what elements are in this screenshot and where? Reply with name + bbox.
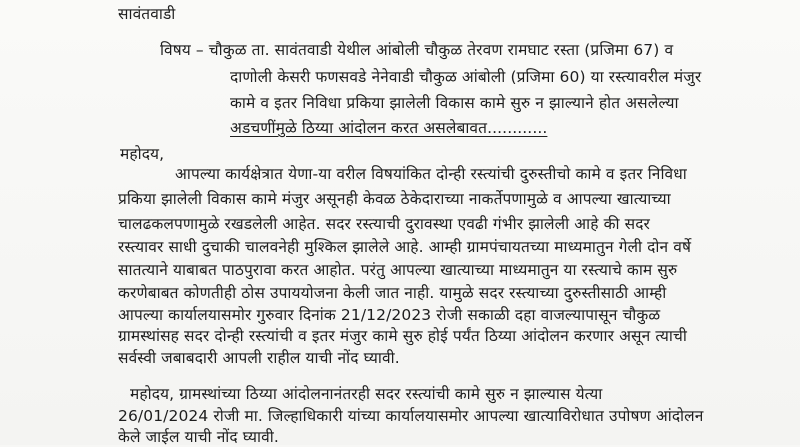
para1-line-8: ग्रामस्थांसह सदर दोन्ही रस्त्यांची व इतर मंजुर कामे सुरु होई पर्यंत ठिय्या आंदोलन करणार असून त्याची [118, 327, 687, 345]
para2-line-2: 26/01/2024 रोजी मा. जिल्हाधिकारी यांच्या कार्यालयासमोर आपल्या खात्याविरोधात उपोषण आंदोलन [118, 407, 704, 425]
place-heading: सावंतवाडी [118, 5, 176, 23]
para1-line-9: सर्वस्वी जबाबदारी आपली राहील याची नोंद घ्यावी. [118, 349, 400, 367]
subject-line-2: दाणोली केसरी फणसवडे नेनेवाडी चौकुळ आंबोली (प्रजिमा 60) या रस्त्यावरील मंजुर [230, 68, 702, 86]
para1-line-4: रस्त्यावर साधी दुचाकी चालवनेही मुश्किल झालेले आहे. आम्ही ग्रामपंचायतच्या माध्यमातुन गेली दोन वर्षे [118, 238, 692, 256]
subject-line-1: विषय – चौकुळ ता. सावंतवाडी येथील आंबोली चौकुळ तेरवण रामघाट रस्ता (प्रजिमा 67) व [160, 41, 674, 59]
para1-line-6: करणेबाबत कोणतीही ठोस उपाययोजना केली जात नाही. यामुळे सदर रस्त्याच्या दुरुस्तीसाठी आम्ही [118, 284, 667, 302]
para1-line-3: चालढकलपणामुळे रखडलेली आहेत. सदर रस्त्याची दुरावस्था एवढी गंभीर झालेली आहे की सदर [118, 215, 650, 233]
para1-line-5: सातत्याने याबाबत पाठपुरावा करत आहोत. परंतु आपल्या खात्याच्या माध्यमातुन या रस्त्याचे काम सुरु [118, 261, 678, 279]
subject-line-3: कामे व इतर निविधा प्रकिया झालेली विकास कामे सुरु न झाल्याने होत असलेल्या [230, 94, 679, 112]
para1-line-2: प्रकिया झालेली विकास कामे मंजुर असूनही केवळ ठेकेदाराच्या नाकर्तेपणामुळे व आपल्या खात्याच्या [118, 190, 671, 208]
subject-line-4: अडचणींमुळे ठिय्या आंदोलन करत असलेबावत............ [230, 119, 548, 137]
para1-line-7: आपल्या कार्यालयासमोर गुरुवार दिनांक 21/12/2023 रोजी सकाळी दहा वाजल्यापासून चौकुळ [118, 306, 661, 324]
para1-line-1: आपल्या कार्यक्षेत्रात येणा-या वरील विषयांकित दोन्ही रस्त्यांची दुरुस्तीचो कामे व इतर निविधा [175, 165, 687, 183]
para2-line-1: महोदय, ग्रामस्थांच्या ठिय्या आंदोलनानंतरही सदर रस्त्यांची कामे सुरु न झाल्यास येत्या [130, 385, 603, 403]
para2-line-3: केले जाईल याची नोंद घ्यावी. [118, 428, 279, 446]
salutation: महोदय, [120, 145, 165, 163]
